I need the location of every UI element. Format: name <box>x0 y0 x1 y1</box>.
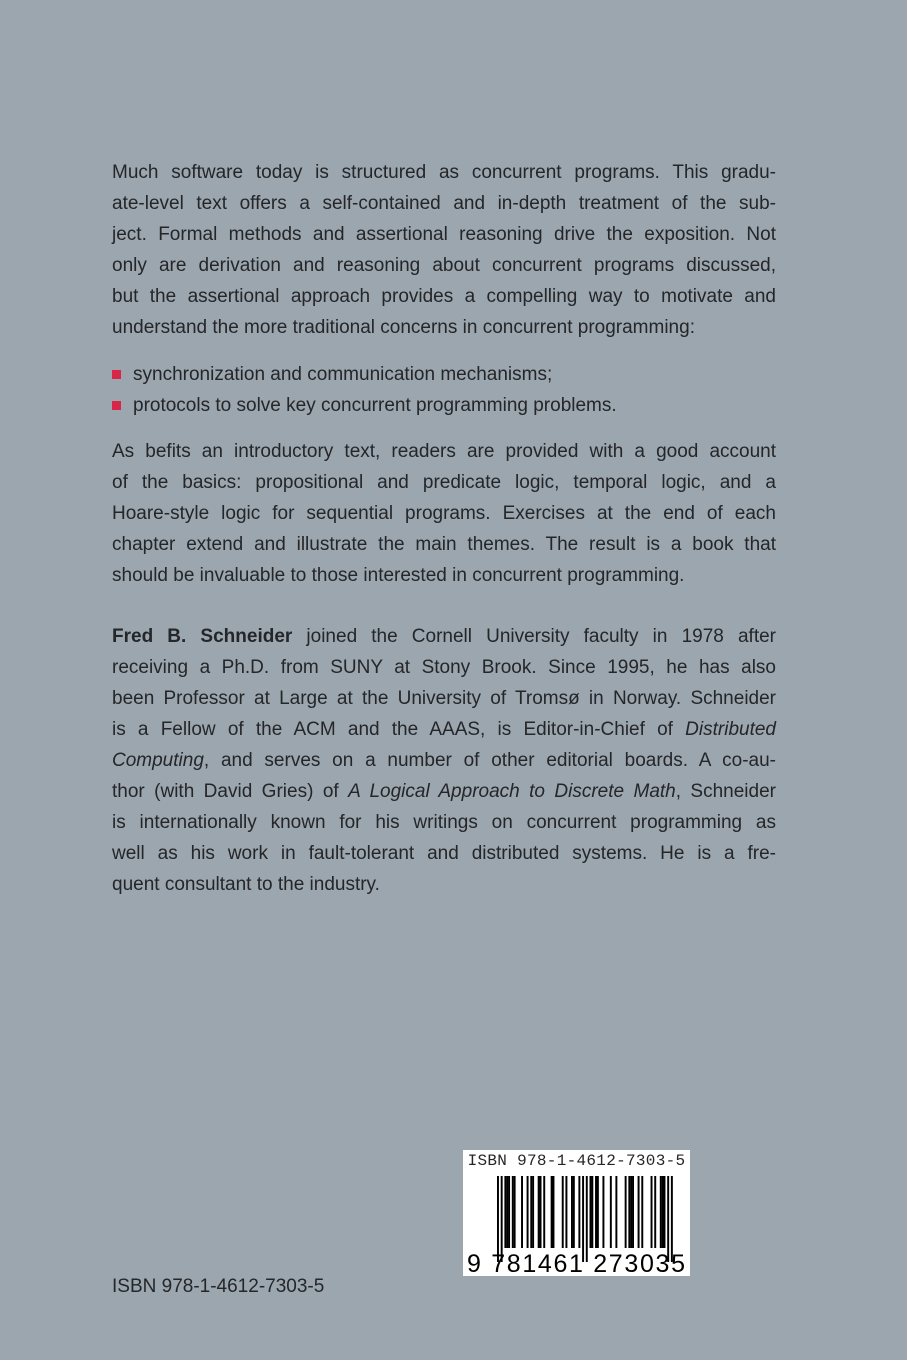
text-span: ate-level text offers a self-contained and in-depth treatment of the sub- <box>112 193 776 214</box>
barcode-bar <box>573 1176 575 1248</box>
text-span: Hoare-style logic for sequential programs. Exercises at the end of each <box>112 503 776 524</box>
text-span: , and serves on a number of other editorial boards. A co-au- <box>203 750 776 771</box>
barcode-bar <box>632 1176 634 1248</box>
isbn-barcode <box>463 1150 690 1276</box>
text-line <box>112 869 776 900</box>
barcode-bar <box>595 1176 597 1248</box>
isbn-footer: ISBN 978-1-4612-7303-5 <box>112 1276 325 1297</box>
text-line <box>112 807 776 838</box>
author-bio-paragraph <box>112 621 776 900</box>
text-line <box>112 312 776 343</box>
bullet-text: protocols to solve key concurrent programming problems. <box>133 395 617 416</box>
barcode-isbn-label: ISBN 978-1-4612-7303-5 <box>467 1152 686 1170</box>
text-line <box>112 683 776 714</box>
barcode-bar <box>597 1176 599 1248</box>
barcode-bar <box>578 1176 580 1248</box>
barcode-bar <box>540 1176 542 1248</box>
text-span: Distributed <box>685 719 776 740</box>
text-line <box>112 838 776 869</box>
barcode-bar <box>562 1176 564 1248</box>
bullet-item <box>112 390 617 421</box>
text-span: Computing <box>112 750 204 771</box>
text-line <box>112 157 776 188</box>
text-line <box>112 498 776 529</box>
bullet-text: synchronization and communication mechanisms; <box>133 364 553 385</box>
text-line <box>112 529 776 560</box>
text-span: joined the Cornell University faculty in 1978 after <box>292 626 776 647</box>
text-span: is a Fellow of the ACM and the AAAS, is Editor-in-Chief of <box>112 719 686 740</box>
text-line <box>112 250 776 281</box>
text-span: Much software today is structured as concurrent programs. This gradu- <box>112 162 776 183</box>
barcode-bar <box>543 1176 545 1248</box>
text-span: is internationally known for his writings on concurrent programming as <box>112 812 776 833</box>
text-line <box>112 467 776 498</box>
barcode-bar <box>615 1176 617 1248</box>
barcode-bar <box>641 1176 643 1248</box>
text-span: understand the more traditional concerns in concurrent programming: <box>112 317 695 338</box>
text-span: As befits an introductory text, readers are provided with a good account <box>112 441 776 462</box>
text-line <box>112 560 776 591</box>
text-line <box>112 714 776 745</box>
barcode-bar <box>532 1176 534 1248</box>
barcode-bar <box>565 1176 567 1248</box>
barcode-bar <box>512 1176 514 1248</box>
bullet-item <box>112 359 552 390</box>
text-line <box>112 745 776 776</box>
bullet-square-icon <box>112 401 121 410</box>
text-span: Fred B. Schneider <box>112 626 293 647</box>
barcode-digits: 9 781461 273035 <box>467 1250 685 1276</box>
text-span: thor (with David Gries) of <box>112 781 349 802</box>
description-paragraph <box>112 157 776 343</box>
text-span: only are derivation and reasoning about concurrent programs discussed, <box>112 255 776 276</box>
barcode-bar <box>514 1176 516 1248</box>
barcode-bar <box>571 1176 573 1248</box>
barcode-bar <box>504 1176 506 1248</box>
text-span: quent consultant to the industry. <box>112 874 380 895</box>
text-line <box>112 281 776 312</box>
text-line <box>112 621 776 652</box>
barcode-bar <box>625 1176 627 1248</box>
bullet-square-icon <box>112 370 121 379</box>
summary-paragraph <box>112 436 776 591</box>
barcode-bar <box>521 1176 523 1248</box>
barcode-bar <box>662 1176 664 1248</box>
barcode-bar <box>506 1176 508 1248</box>
barcode-bar <box>628 1176 630 1248</box>
barcode-bar <box>538 1176 540 1248</box>
text-line <box>112 436 776 467</box>
barcode-bar <box>553 1176 555 1248</box>
barcode-bar <box>654 1176 656 1248</box>
text-span: chapter extend and illustrate the main themes. The result is a book that <box>112 534 776 555</box>
text-line <box>112 652 776 683</box>
barcode-bar <box>590 1176 592 1248</box>
barcode-bars <box>463 1172 690 1276</box>
barcode-bar <box>530 1176 532 1248</box>
barcode-bar <box>630 1176 632 1248</box>
text-span: A Logical Approach to Discrete Math <box>348 781 676 802</box>
barcode-bar <box>664 1176 666 1248</box>
text-line <box>112 188 776 219</box>
text-span: well as his work in fault-tolerant and distributed systems. He is a fre- <box>112 843 776 864</box>
barcode-bar <box>660 1176 662 1248</box>
barcode-bar <box>638 1176 640 1248</box>
barcode-bar <box>610 1176 612 1248</box>
text-span: , Schneider <box>675 781 776 802</box>
text-span: of the basics: propositional and predicate logic, temporal logic, and a <box>112 472 776 493</box>
barcode-bar <box>508 1176 510 1248</box>
text-span: ject. Formal methods and assertional reasoning drive the exposition. Not <box>112 224 776 245</box>
text-line <box>112 776 776 807</box>
text-span: been Professor at Large at the University of Tromsø in Norway. Schneider <box>112 688 776 709</box>
barcode-bar <box>602 1176 604 1248</box>
text-span: should be invaluable to those interested in concurrent programming. <box>112 565 685 586</box>
barcode-bar <box>551 1176 553 1248</box>
text-span: but the assertional approach provides a compelling way to motivate and <box>112 286 776 307</box>
text-line <box>112 219 776 250</box>
text-span: receiving a Ph.D. from SUNY at Stony Brook. Since 1995, he has also <box>112 657 776 678</box>
barcode-bar <box>591 1176 593 1248</box>
barcode-bar <box>651 1176 653 1248</box>
barcode-bar <box>527 1176 529 1248</box>
